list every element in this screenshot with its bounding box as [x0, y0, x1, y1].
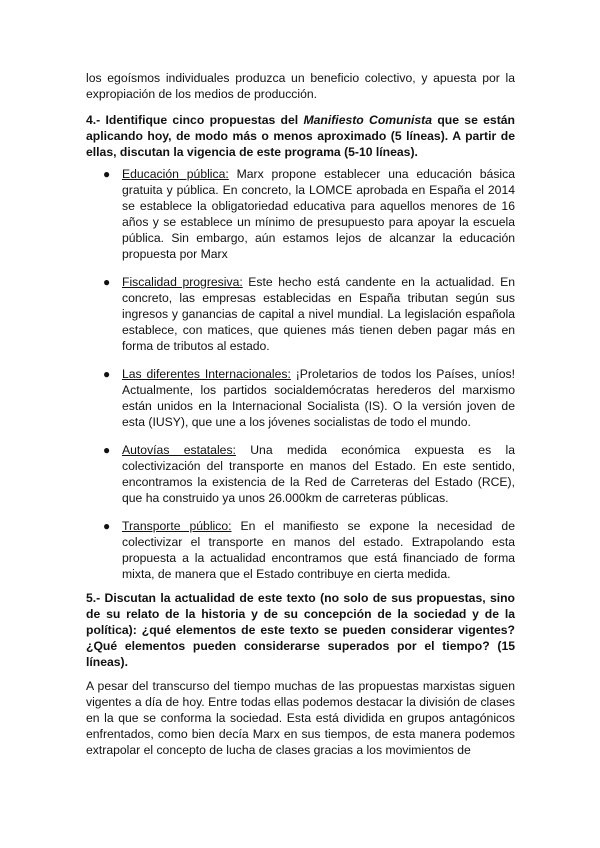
item-title: Fiscalidad progresiva: [122, 275, 243, 289]
list-item [86, 166, 515, 262]
item-text: Este hecho está candente en la actualidad. En concreto, las empresas establecidas en España tributan según sus ingresos y ganancias de capital a nivel mundial. La legislación española establece, con matices, que quienes más tienen deben pagar más en forma de tributos al estado. [122, 275, 515, 353]
question-4-pre: 4.- Identifique cinco propuestas del [86, 113, 304, 127]
bullet-icon: ● [103, 275, 111, 289]
bullet-icon: ● [103, 443, 111, 457]
item-title: Educación pública: [122, 167, 229, 181]
question-5: 5.- Discutan la actualidad de este texto (no solo de sus propuestas, sino de su relato de la historia y de su concepción de la sociedad y de la política): ¿qué elementos de este texto se pueden considerar vigentes? ¿Qué elementos pueden considerarse superados por el tiempo? (15 líneas). [86, 591, 515, 669]
item-text: Marx propone establecer una educación básica gratuita y pública. En concreto, la LOMCE aprobada en España el 2014 se establece la obligatoriedad educativa para aquellos menores de 16 años y se establece un mínimo de presupuesto para apoyar la escuela pública. Sin embargo, aún estamos lejos de alcanzar la educación propuesta por Marx [122, 167, 516, 261]
list-item [86, 442, 515, 506]
bullet-icon: ● [103, 519, 111, 533]
item-text: Una medida económica expuesta es la colectivización del transporte en manos del Estado. En este sentido, encontramos la existencia de la Red de Carreteras del Estado (RCE), que ha construido ya unos 26.000km de carreteras públicas. [122, 443, 515, 505]
list-item [86, 366, 515, 430]
question-4 [86, 112, 515, 160]
question-4-italic: Manifiesto Comunista [303, 113, 433, 127]
bullet-icon: ● [103, 167, 111, 181]
bullet-icon: ● [103, 367, 111, 381]
item-title: Las diferentes Internacionales: [122, 367, 291, 381]
intro-paragraph: los egoísmos individuales produzca un beneficio colectivo, y apuesta por la expropiación de los medios de producción. [86, 71, 515, 101]
item-title: Autovías estatales: [122, 443, 236, 457]
item-title: Transporte público: [122, 519, 232, 533]
list-item [86, 518, 515, 582]
answer-5-paragraph: A pesar del transcurso del tiempo muchas de las propuestas marxistas siguen vigentes a día de hoy. Entre todas ellas podemos destacar la división de clases en la que se conforma la sociedad. Esta está dividida en grupos antagónicos enfrentados, como bien decía Marx en sus tiempos, de esta manera podemos extrapolar el concepto de lucha de clases gracias a los movimientos de [86, 679, 515, 757]
question-4-post: que se están aplicando hoy, de modo más o menos aproximado (5 líneas). A partir de ellas, discutan la vigencia de este programa (5-10 líneas). [86, 113, 515, 159]
list-item [86, 274, 515, 354]
proposals-list [86, 166, 515, 594]
item-text: ¡Proletarios de todos los Países, uníos! Actualmente, los partidos socialdemócratas herederos del marxismo están unidos en la Internacional Socialista (IS). O la versión joven de esta (IUSY), que une a los jóvenes socialistas de todo el mundo. [122, 367, 515, 429]
item-text: En el manifiesto se expone la necesidad de colectivizar el transporte en manos del estado. Extrapolando esta propuesta a la actualidad encontramos que está financiado de forma mixta, de manera que el Estado contribuye en cierta medida. [122, 519, 515, 581]
